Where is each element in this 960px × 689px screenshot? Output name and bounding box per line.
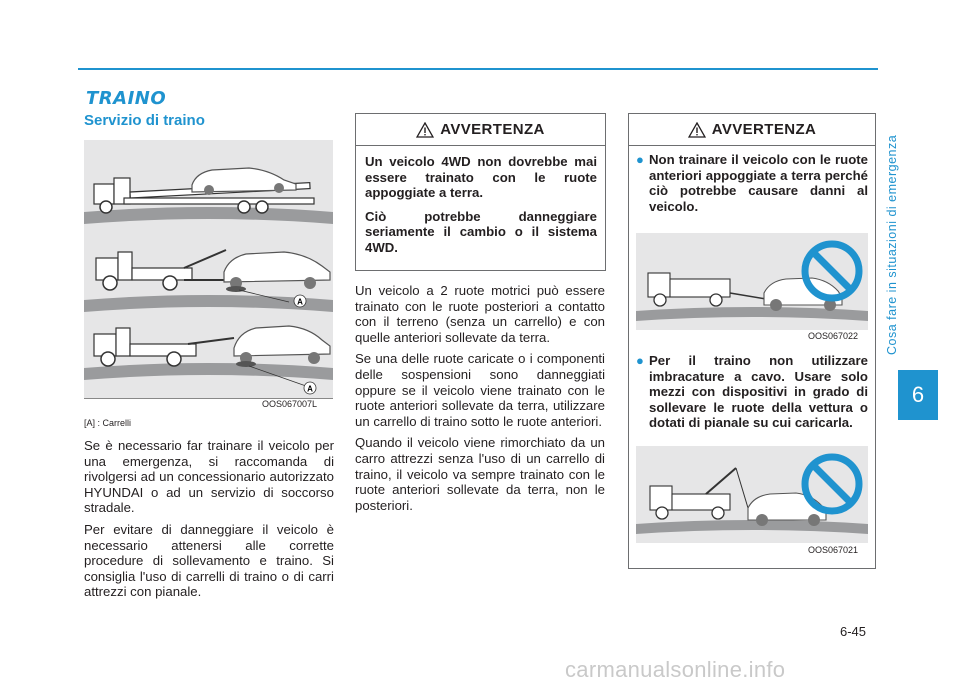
section-title: TRAINO — [86, 88, 167, 109]
figure-code: OOS067022 — [808, 331, 859, 341]
watermark: carmanualsonline.info — [565, 657, 786, 682]
warning-box-4wd — [355, 113, 606, 271]
chapter-tab[interactable]: 6 — [898, 370, 938, 420]
prohibited-towing-figure — [636, 233, 868, 330]
warning-title: AVVERTENZA — [440, 121, 545, 138]
warning-paragraph: Ciò potrebbe danneggiare seriamente il cambio o il sistema 4WD. — [365, 208, 597, 255]
warning-header — [629, 114, 875, 146]
figure-caption: [A] : Carrelli — [84, 418, 132, 428]
warning-header — [356, 114, 605, 146]
towing-illustration — [84, 140, 333, 399]
figure-code: OOS067021 — [808, 545, 859, 555]
towing-methods-figure — [84, 140, 333, 399]
no-entry-icon — [805, 457, 859, 511]
top-rule — [78, 68, 878, 70]
paragraph: Se è necessario far trainare il veicolo per una emergenza, si raccomanda di rivolgersi ad un concessionario autorizzato HYUNDAI o ad un servizio di soccorso stradale. — [84, 438, 334, 516]
paragraph: Un veicolo a 2 ruote motrici può essere trainato con le ruote posteriori a contatto con il terreno (senza un carrello) e con quelle anteriori sollevate da terra. — [355, 283, 605, 345]
column-1-text — [84, 438, 334, 606]
warning-body — [356, 146, 605, 256]
chapter-label: Cosa fare in situazioni di emergenza — [885, 134, 899, 355]
figure-code: OOS067007L — [262, 399, 318, 409]
warning-triangle-icon — [688, 122, 706, 138]
warning-bullet: ● Per il traino non utilizzare imbracature a cavo. Usare solo mezzi con dispositivi in grado di sollevare le ruote della vettura o dotati di pianale su cui caricarla. — [636, 353, 868, 431]
svg-text:A: A — [307, 384, 313, 394]
warning-paragraph: Un veicolo 4WD non dovrebbe mai essere trainato con le ruote appoggiate a terra. — [365, 154, 597, 201]
bullet-dot-icon: ● — [636, 353, 644, 368]
svg-text:A: A — [297, 297, 303, 307]
warning-triangle-icon — [416, 122, 434, 138]
warning-bullet: ● Non trainare il veicolo con le ruote anteriori appoggiate a terra perché ciò potrebbe causare danni al veicolo. — [636, 152, 868, 214]
warning-title: AVVERTENZA — [711, 121, 817, 138]
sub-title: Servizio di traino — [84, 112, 205, 129]
column-2-text — [355, 283, 605, 519]
page-number: 6-45 — [840, 624, 867, 639]
paragraph: Se una delle ruote caricate o i componenti delle sospensioni sono danneggiati oppure se il veicolo viene trainato con le ruote anteriori sollevate da terra, utilizzare un carrello di traino sotto le ruote anteriori. — [355, 351, 605, 429]
bullet-dot-icon: ● — [636, 152, 644, 167]
paragraph: Per evitare di danneggiare il veicolo è necessario attenersi alle corrette procedure di sollevamento e traino. Si consiglia l'uso di carrelli di traino o di carri attrezzi con pianale. — [84, 521, 334, 600]
paragraph: Quando il veicolo viene rimorchiato da un carro attrezzi senza l'uso di un carrello di traino, il veicolo va sempre trainato con le ruote anteriori sollevate da terra, non le posteriori. — [355, 435, 605, 513]
prohibited-sling-figure — [636, 446, 868, 543]
